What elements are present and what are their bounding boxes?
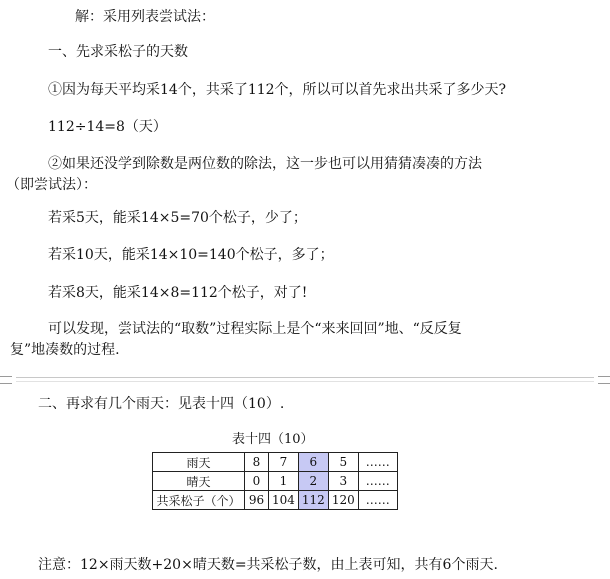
table-cell: 7	[269, 453, 299, 472]
paragraph-conclusion-cont: 复”地凑数的过程.	[10, 342, 120, 358]
table-cell-highlighted: 6	[298, 453, 328, 472]
table-row-rainy-days	[153, 453, 398, 472]
row-label-total-pine-nuts: 共采松子（个）	[153, 491, 245, 510]
table-cell: 104	[269, 491, 299, 510]
division-formula: 112÷14=8（天）	[48, 119, 167, 135]
paragraph-trial-method-cont: （即尝试法）：	[6, 177, 97, 193]
note-paragraph: 注意：12×雨天数+20×晴天数=共采松子数，由上表可知，共有6个雨天.	[38, 557, 498, 573]
table-cell-ellipsis: ……	[358, 453, 397, 472]
table-cell: 3	[328, 472, 358, 491]
trial-8-days: 若采8天，能采14×8=112个松子，对了!	[48, 285, 308, 301]
step-one-heading: 一、先求采松子的天数	[48, 44, 188, 60]
table-caption: 表十四（10）	[232, 432, 314, 447]
page-break-right-marker	[598, 376, 610, 384]
table-cell: 1	[269, 472, 299, 491]
page-break	[0, 376, 610, 384]
table-cell-highlighted: 2	[298, 472, 328, 491]
row-label-sunny-days: 晴天	[153, 472, 245, 491]
solution-heading: 解：采用列表尝试法：	[75, 9, 215, 25]
table-cell: 8	[245, 453, 269, 472]
page-break-left-marker	[0, 376, 12, 384]
trial-10-days: 若采10天，能采14×10=140个松子，多了；	[48, 247, 334, 263]
row-label-rainy-days: 雨天	[153, 453, 245, 472]
paragraph-trial-method: ②如果还没学到除数是两位数的除法，这一步也可以用猜猜凑凑的方法	[48, 156, 482, 172]
trial-5-days: 若采5天，能采14×5=70个松子，少了；	[48, 210, 307, 226]
step-two-heading: 二、再求有几个雨天：见表十四（10）.	[38, 396, 285, 412]
table-cell-highlighted: 112	[298, 491, 328, 510]
table-cell-ellipsis: ……	[358, 491, 397, 510]
table-row-sunny-days	[153, 472, 398, 491]
table-cell: 5	[328, 453, 358, 472]
table-cell-ellipsis: ……	[358, 472, 397, 491]
table-fourteen	[152, 452, 398, 510]
table-cell: 0	[245, 472, 269, 491]
page-break-rule-bottom	[16, 381, 594, 382]
page-break-rule-top	[16, 377, 594, 378]
table-cell: 96	[245, 491, 269, 510]
table-cell: 120	[328, 491, 358, 510]
paragraph-conclusion: 可以发现，尝试法的“取数”过程实际上是个“来来回回”地、“反反复	[48, 321, 462, 337]
table-row-total-pine-nuts	[153, 491, 398, 510]
paragraph-reasoning: ①因为每天平均采14个，共采了112个，所以可以首先求出共采了多少天?	[48, 82, 507, 98]
